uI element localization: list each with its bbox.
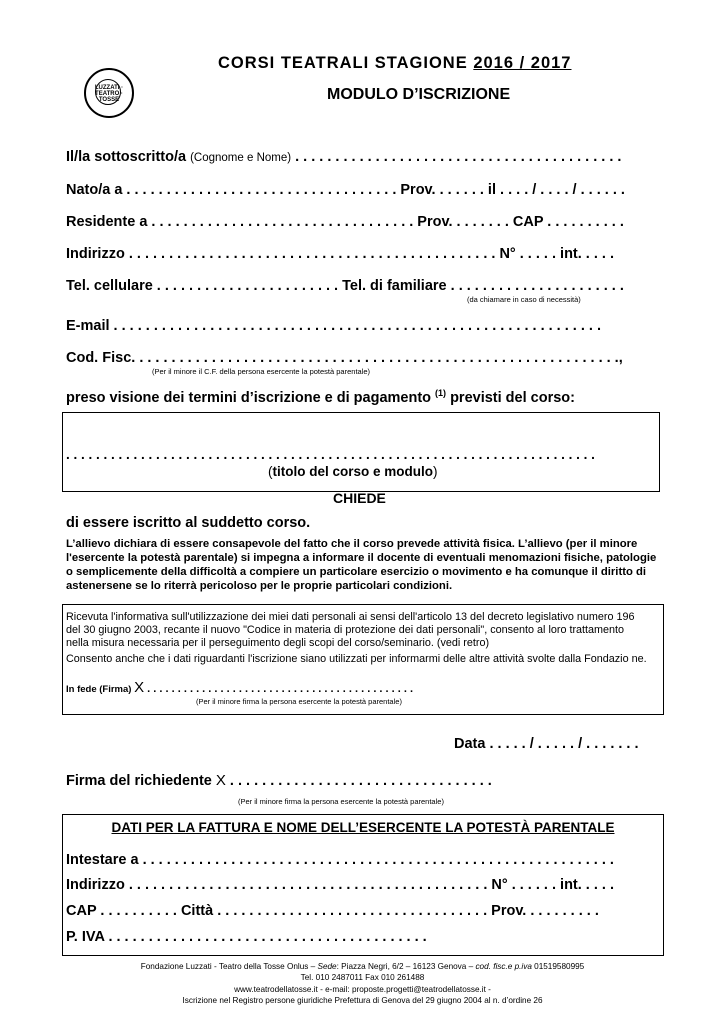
applicant-signature-dots: . . . . . . . . . . . . . . . . . . . . . . . . . . . . . . . . . [225,773,492,789]
invoice-cap-citta[interactable]: CAP . . . . . . . . . . Città . . . . . . . . . . . . . . . . . . . . . . . . . . . . . . . . . . Prov. . . . . . . . . . [66,903,599,919]
privacy-line-4: Consento anche che i dati riguardanti l'iscrizione siano utilizzati per informarmi delle altre attività svolte dalla Fondazio ne. [66,653,647,665]
title-year: 2016 / 2017 [473,54,572,72]
field-residente[interactable]: Residente a . . . . . . . . . . . . . . . . . . . . . . . . . . . . . . . . . Prov. . . . . . . . CAP . . . . . . . . . . [66,214,624,230]
caption-close: ) [433,464,438,479]
applicant-signature-label: Firma del richiedente [66,773,216,789]
invoice-intestare[interactable]: Intestare a . . . . . . . . . . . . . . . . . . . . . . . . . . . . . . . . . . . . . . . . . . . . . . . . . . . . . . . . . . . [66,852,614,868]
privacy-signature[interactable] [66,679,413,696]
footer-line-3: www.teatrodellatosse.it - e-mail: proposte.progetti@teatrodellatosse.it - [234,985,491,994]
signature-x-icon: X [134,679,145,696]
footnote-marker: (1) [435,388,447,398]
date-field[interactable]: Data . . . . . / . . . . . / . . . . . . . [454,736,639,752]
course-caption [268,464,438,479]
course-dots: . . . . . . . . . . . . . . . . . . . . . . . . . . . . . . . . . . . . . . . . . . . . . . . . . . . . . . . . . . . . . . . . . . . . . . . [66,447,595,462]
field-email[interactable]: E-mail . . . . . . . . . . . . . . . . . . . . . . . . . . . . . . . . . . . . . . . . . . . . . . . . . . . . . . . . . . . . . [66,318,601,334]
title-prefix: CORSI TEATRALI STAGIONE [218,54,474,72]
chiede-heading: CHIEDE [333,490,386,506]
footer-address: : Piazza Negri, 6/2 – 16123 Genova – [336,962,476,971]
footer-sede-label: Sede [317,962,337,971]
field-indirizzo[interactable]: Indirizzo . . . . . . . . . . . . . . . . . . . . . . . . . . . . . . . . . . . . . . . . . . . . . . N° . . . . . int. . . . . [66,246,615,262]
presa-visione [66,388,575,406]
footer-line-4: Iscrizione nel Registro persone giuridiche Prefettura di Genova del 29 giugno 2004 al n. d’ordine 26 [182,996,543,1005]
page-title [218,54,571,73]
footer-cf: 01519580995 [531,962,585,971]
declaration-paragraph: L’allievo dichiara di essere consapevole del fatto che il corso prevede attività fisica. L’allievo (per il minore l'esercente la potestà parentale) si impegna a informare il docente di eventuali menomazioni fisiche, patologie o semplicemente della difficoltà a compiere un particolare esercizio o movimento e ha comunque il diritto di astenersene se lo riterrà pericoloso per le proprie particolari condizioni. [66,538,657,592]
logo-text: LUZZATI · TEATRO · TOSSE [94,85,124,103]
course-caption-text: titolo del corso e modulo [272,464,434,479]
invoice-piva[interactable]: P. IVA . . . . . . . . . . . . . . . . . . . . . . . . . . . . . . . . . . . . . . . . [66,929,427,945]
field-telefono[interactable]: Tel. cellulare . . . . . . . . . . . . . . . . . . . . . . . Tel. di familiare . . . . . . . . . . . . . . . . . . . . . . [66,278,624,294]
presa-visione-text: preso visione dei termini d’iscrizione e di pagamento [66,389,436,406]
privacy-signature-label: In fede (Firma) [66,684,132,695]
field-sottoscritto[interactable] [66,149,621,165]
tel-note: (da chiamare in caso di necessità) [467,295,581,304]
iscritto-text: di essere iscritto al suddetto corso. [66,515,311,531]
sottoscritto-label: Il/la sottoscritto/a [66,149,187,165]
presa-visione-text-end: previsti del corso: [446,389,575,406]
sottoscritto-hint: (Cognome e Nome) [190,152,292,164]
field-nato[interactable]: Nato/a a . . . . . . . . . . . . . . . . . . . . . . . . . . . . . . . . . . Prov. . . . . . . il . . . . / . . . . / . . . . . . [66,182,625,198]
privacy-line-2: del 30 giugno 2003, recante il nuovo "Codice in materia di protezione dei dati personali", consento al loro trattamento [66,624,625,636]
privacy-line-1: Ricevuta l'informativa sull'utilizzazione dei miei dati personali ai sensi dell'articolo 13 del decreto legislativo numero 196 [66,611,635,623]
field-codice-fiscale[interactable]: Cod. Fisc. . . . . . . . . . . . . . . . . . . . . . . . . . . . . . . . . . . . . . . . . . . . . . . . . . . . . . . . . . . . ., [66,350,623,366]
logo [84,68,134,118]
caption-open: ( [268,464,273,479]
applicant-signature[interactable] [66,772,492,789]
footer-cf-label: cod. fisc.e p.iva [475,962,532,971]
invoice-title: DATI PER LA FATTURA E NOME DELL’ESERCENTE LA POTESTÀ PARENTALE [111,820,615,835]
privacy-signature-dots: . . . . . . . . . . . . . . . . . . . . . . . . . . . . . . . . . . . . . . . . . . . . [144,683,414,695]
applicant-signature-note: (Per il minore firma la persona esercente la potestà parentale) [238,797,444,806]
privacy-signature-note: (Per il minore firma la persona esercente la potestà parentale) [196,697,402,706]
footer-line-1 [0,962,725,972]
sottoscritto-dots: . . . . . . . . . . . . . . . . . . . . . . . . . . . . . . . . . . . . . . . . . [291,149,622,165]
codfisc-note: (Per il minore il C.F. della persona esercente la potestà parentale) [152,367,371,376]
page-subtitle: MODULO D’ISCRIZIONE [327,86,511,103]
privacy-line-3: nella misura necessaria per il perseguimento degli scopi del corso/seminario. (vedi retro) [66,637,490,649]
applicant-x-icon: X [215,772,226,789]
footer-org: Fondazione Luzzati - Teatro della Tosse Onlus – [140,962,318,971]
footer-line-2: Tel. 010 2487011 Fax 010 261488 [300,973,425,982]
invoice-indirizzo[interactable]: Indirizzo . . . . . . . . . . . . . . . . . . . . . . . . . . . . . . . . . . . . . . . . . . . . . N° . . . . . . int. . . . . [66,877,615,893]
